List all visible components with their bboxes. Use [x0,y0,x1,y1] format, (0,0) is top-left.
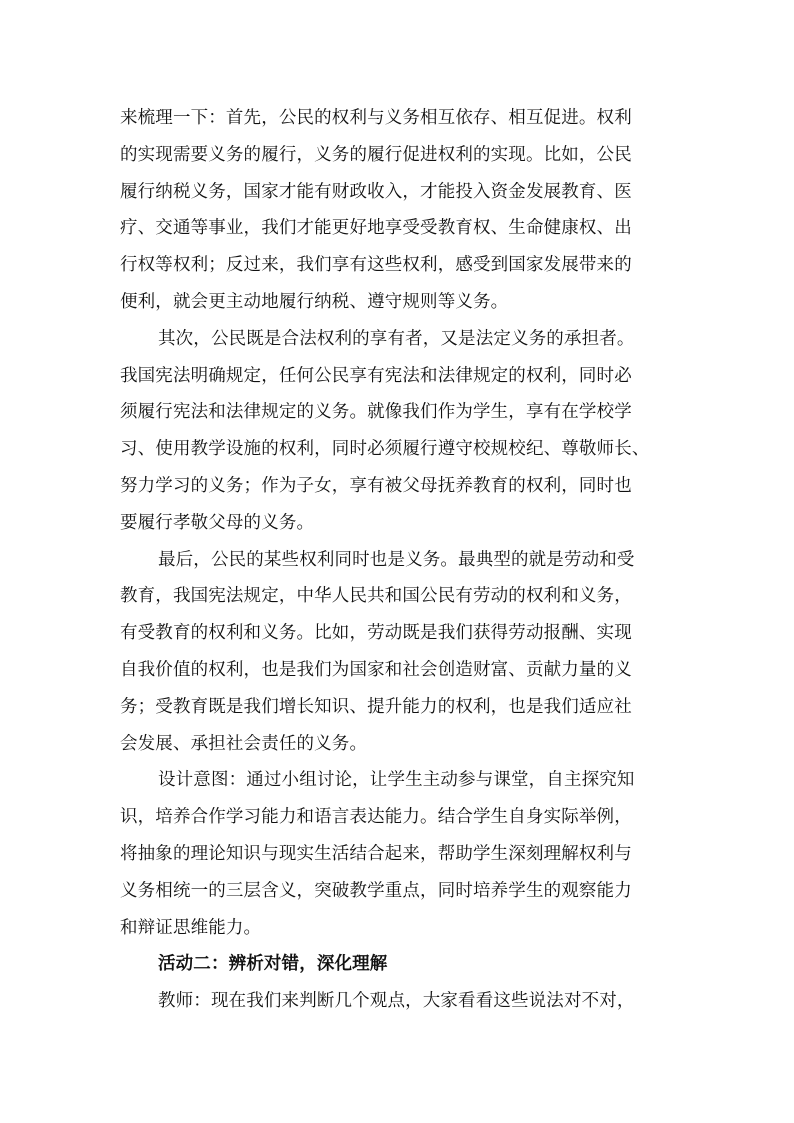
text-line: 和辩证思维能力。 [120,917,262,938]
paragraph-teacher [120,983,680,1020]
text-line: 设计意图：通过小组讨论，让学生主动参与课堂，自主探究知 [158,770,635,791]
text-line: 习、使用教学设施的权利，同时必须履行遵守校规校纪、尊敬师长、 [120,439,650,460]
text-line: 履行纳税义务，国家才能有财政收入，才能投入资金发展教育、医 [120,181,632,202]
paragraph-relationship-intro [120,100,680,321]
text-line: 便利，就会更主动地履行纳税、遵守规则等义务。 [120,291,509,312]
text-line: 识，培养合作学习能力和语言表达能力。结合学生自身实际举例， [120,807,632,828]
text-line: 最后，公民的某些权利同时也是义务。最典型的就是劳动和受 [158,549,635,570]
text-line: 须履行宪法和法律规定的义务。就像我们作为学生，享有在学校学 [120,402,632,423]
text-line: 疗、交通等事业，我们才能更好地享受受教育权、生命健康权、出 [120,218,632,239]
text-line: 自我价值的权利，也是我们为国家和社会创造财富、贡献力量的义 [120,659,632,680]
text-line: 教师：现在我们来判断几个观点，大家看看这些说法对不对， [158,991,635,1012]
text-line: 其次，公民既是合法权利的享有者，又是法定义务的承担者。 [158,328,635,349]
text-line: 教育，我国宪法规定，中华人民共和国公民有劳动的权利和义务， [120,586,632,607]
text-line: 义务相统一的三层含义，突破教学重点，同时培养学生的观察能力 [120,880,632,901]
paragraph-secondly [120,321,680,542]
text-line: 的实现需要义务的履行，义务的履行促进权利的实现。比如，公民 [120,144,632,165]
text-line: 要履行孝敬父母的义务。 [120,512,315,533]
section-heading: 活动二：辨析对错，深化理解 [158,954,388,975]
paragraph-design-intent [120,762,680,946]
text-line: 来梳理一下：首先，公民的权利与义务相互依存、相互促进。权利 [120,108,632,128]
text-line: 将抽象的理论知识与现实生活结合起来，帮助学生深刻理解权利与 [120,843,632,864]
text-line: 务；受教育既是我们增长知识、提升能力的权利，也是我们适应社 [120,696,632,717]
text-line: 行权等权利；反过来，我们享有这些权利，感受到国家发展带来的 [120,255,632,276]
text-line: 会发展、承担社会责任的义务。 [120,733,368,754]
text-line: 我国宪法明确规定，任何公民享有宪法和法律规定的权利，同时必 [120,365,632,386]
text-line: 努力学习的义务；作为子女，享有被父母抚养教育的权利，同时也 [120,475,632,496]
text-line: 有受教育的权利和义务。比如，劳动既是我们获得劳动报酬、实现 [120,623,632,644]
paragraph-finally [120,542,680,763]
document-body [120,100,680,1020]
